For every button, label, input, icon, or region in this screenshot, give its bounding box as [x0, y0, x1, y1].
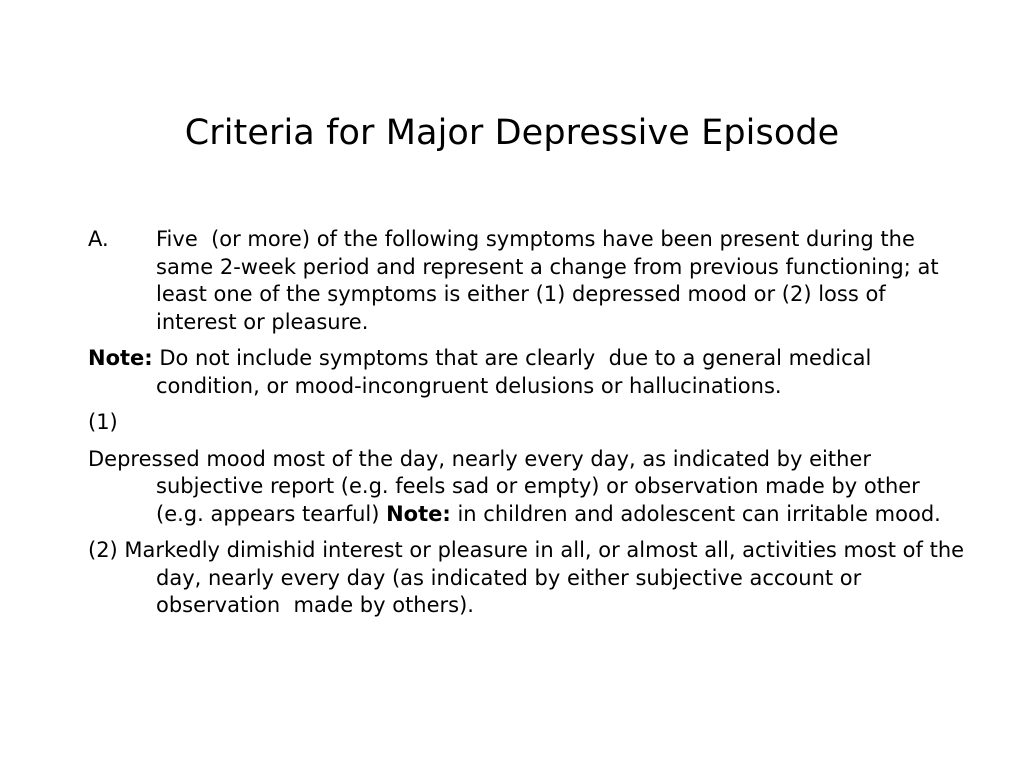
- symptom-1-text: Depressed mood most of the day, nearly every day, as indicated by either subjective report (e.g. feels sad or empty) or observation made by other (e.g. appears tearful): [88, 446, 927, 526]
- criterion-a-text: Five (or more) of the following symptoms have been present during the same 2-week period and represent a change from previous functioning; at least one of the symptoms is either (1) depressed mood or (2) loss of interest or pleasure.: [156, 227, 946, 334]
- note-text: Do not include symptoms that are clearly due to a general medical condition, or mood-incongruent delusions or hallucinations.: [152, 346, 879, 398]
- symptom-1-marker: (1): [88, 410, 118, 434]
- slide-title: Criteria for Major Depressive Episode: [184, 113, 840, 153]
- symptom-1-paragraph: [88, 446, 968, 529]
- symptom-1-note-text: in children and adolescent can irritable mood.: [450, 501, 941, 526]
- symptom-2-paragraph: [88, 537, 971, 620]
- note-label: Note:: [88, 346, 153, 370]
- criterion-a-paragraph: [88, 226, 968, 336]
- note-paragraph: [88, 345, 968, 400]
- symptom-1-marker-paragraph: [88, 409, 968, 437]
- slide-body: [88, 226, 971, 629]
- symptom-1-note-label: Note:: [386, 501, 451, 526]
- criterion-a-marker: A.: [88, 227, 109, 251]
- symptom-2-text: (2) Markedly dimishid interest or pleasure in all, or almost all, activities most of the day, nearly every day (as indicated by either subjective account or observation made by others).: [88, 538, 971, 617]
